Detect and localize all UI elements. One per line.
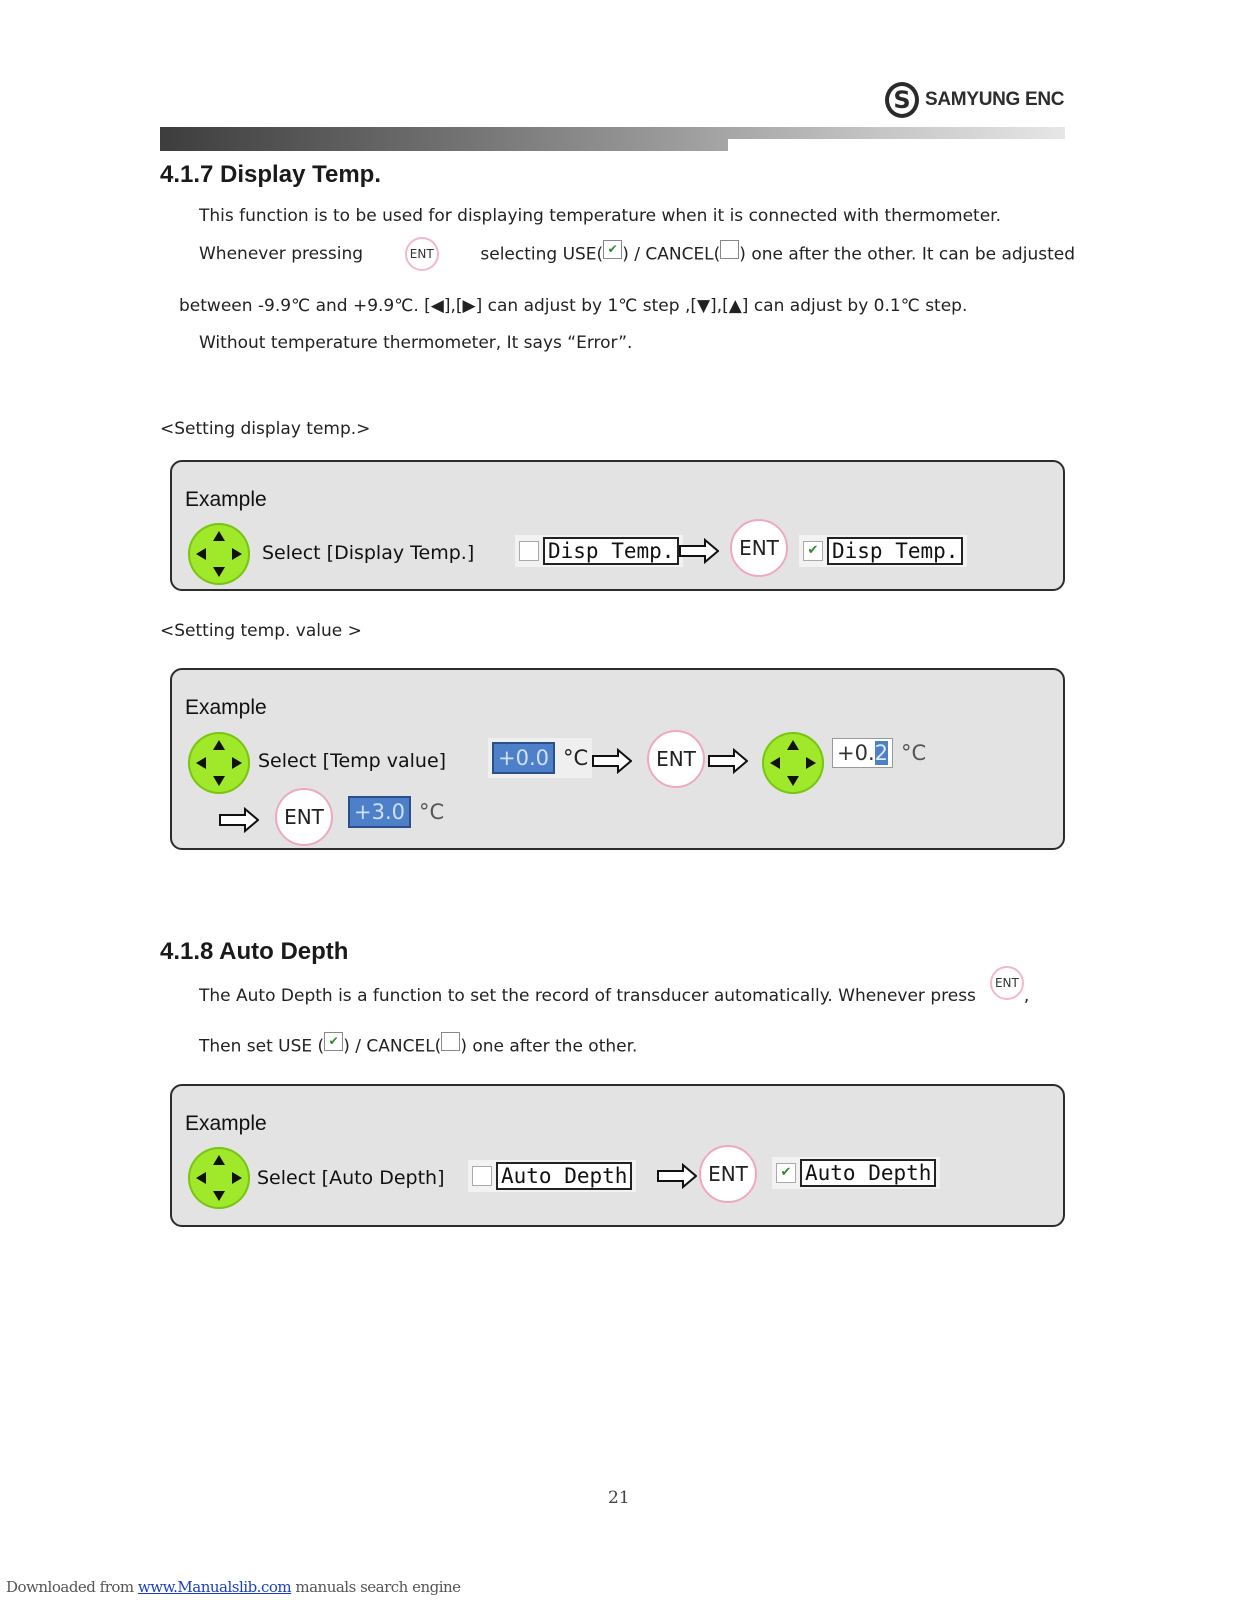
ent-button-icon: ENT	[647, 730, 705, 788]
section-title-auto-depth: 4.1.8 Auto Depth	[160, 938, 349, 965]
paragraph-line-with-icons: Whenever pressing ENT selecting USE( ✔ ) / CANCEL( ) one after the other. It can be adjusted	[199, 237, 1075, 271]
unchecked-box-icon	[472, 1166, 492, 1186]
lcd-auto-depth-checked: ✔ Auto Depth	[772, 1157, 940, 1189]
manualslib-link[interactable]: www.Manualslib.com	[137, 1578, 292, 1596]
ent-button-icon: ENT	[405, 237, 439, 271]
checked-box-icon: ✔	[603, 240, 622, 259]
header-bar-cutout	[728, 139, 1065, 151]
unchecked-box-icon	[720, 240, 739, 259]
temp-value-display-1: +0.0 °C	[488, 738, 592, 778]
dpad-icon	[188, 732, 250, 794]
example-title: Example	[185, 1112, 267, 1135]
example-panel-auto-depth	[170, 1084, 1065, 1227]
select-auto-depth-label: Select [Auto Depth]	[257, 1167, 445, 1189]
right-arrow-icon	[708, 748, 748, 774]
example-panel-display-temp	[170, 460, 1065, 591]
lcd-disp-temp-checked: ✔ Disp Temp.	[799, 535, 967, 567]
right-arrow-icon	[679, 538, 719, 564]
paragraph-line: Without temperature thermometer, It says “Error”.	[199, 333, 633, 353]
ent-button-icon: ENT	[730, 519, 788, 577]
ent-button-icon: ENT	[699, 1145, 757, 1203]
caption-setting-temp-value: <Setting temp. value >	[160, 621, 362, 641]
ent-button-icon: ENT	[990, 966, 1024, 1000]
paragraph-line-with-icons: Then set USE ( ✔ ) / CANCEL( ) one after the other.	[199, 1034, 638, 1057]
paragraph-line-with-icon: The Auto Depth is a function to set the record of transducer automatically. Whenever press ENT ,	[199, 986, 1029, 1006]
example-title: Example	[185, 696, 267, 719]
temp-value-display-3: +3.0 °C	[348, 796, 444, 828]
unchecked-box-icon	[441, 1032, 460, 1051]
unchecked-box-icon	[519, 541, 539, 561]
brand-name: SAMYUNG ENC	[925, 89, 1065, 110]
dpad-icon	[188, 1147, 250, 1209]
samyung-logo-icon: S	[885, 82, 919, 118]
paragraph-line: between -9.9℃ and +9.9℃. [◀],[▶] can adjust by 1℃ step ,[▼],[▲] can adjust by 0.1℃ step.	[179, 296, 968, 316]
checked-box-icon: ✔	[776, 1163, 796, 1183]
dpad-icon	[188, 523, 250, 585]
dpad-icon	[762, 732, 824, 794]
temp-value-display-2: +0.2 °C	[832, 738, 926, 768]
right-arrow-icon	[592, 748, 632, 774]
ent-button-icon: ENT	[275, 788, 333, 846]
right-arrow-icon	[219, 807, 259, 833]
lcd-auto-depth-unchecked: Auto Depth	[468, 1160, 636, 1192]
select-temp-value-label: Select [Temp value]	[258, 750, 447, 772]
brand-logo	[885, 80, 1064, 120]
section-title-display-temp: 4.1.7 Display Temp.	[160, 161, 381, 188]
checked-box-icon: ✔	[803, 541, 823, 561]
paragraph-line: This function is to be used for displaying temperature when it is connected with thermometer.	[199, 206, 1001, 226]
footer: Downloaded from www.Manualslib.com manuals search engine	[6, 1578, 461, 1596]
checked-box-icon: ✔	[324, 1032, 343, 1051]
example-title: Example	[185, 488, 267, 511]
right-arrow-icon	[657, 1163, 697, 1189]
caption-setting-display-temp: <Setting display temp.>	[160, 419, 371, 439]
example-panel-temp-value	[170, 668, 1065, 850]
select-display-temp-label: Select [Display Temp.]	[262, 542, 475, 564]
page-number: 21	[608, 1488, 630, 1508]
edit-cursor: 2	[874, 741, 889, 765]
lcd-disp-temp-unchecked: Disp Temp.	[515, 535, 683, 567]
